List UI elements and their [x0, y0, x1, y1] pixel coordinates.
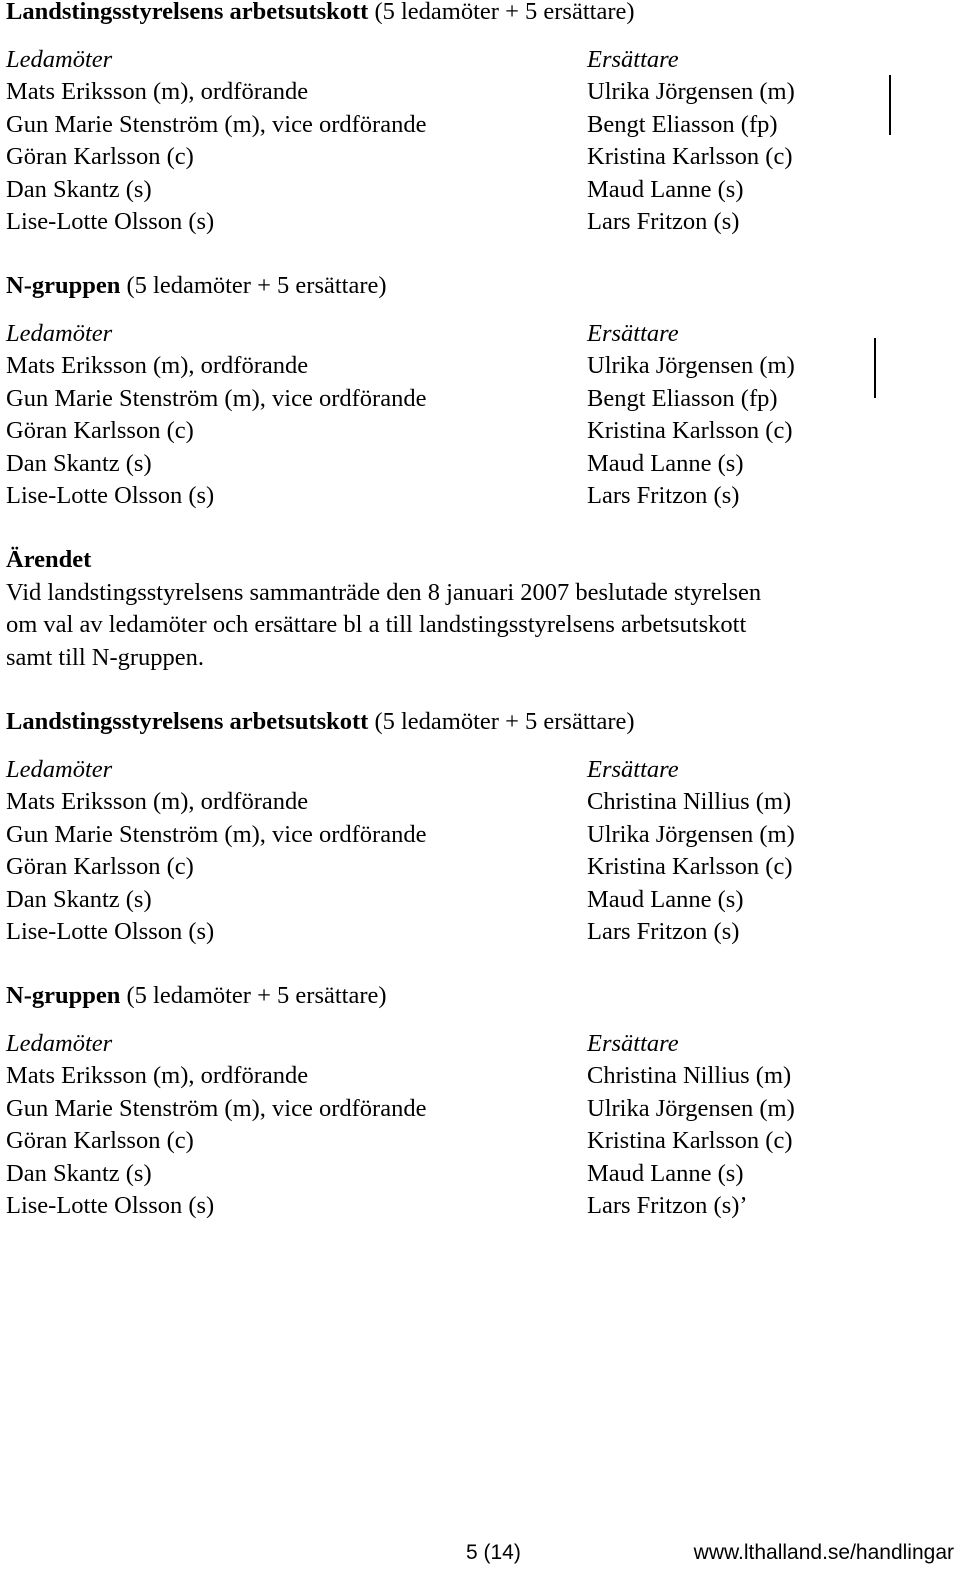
- members-header: Ledamöter: [6, 1029, 113, 1057]
- substitute-item: Kristina Karlsson (c): [587, 1127, 793, 1154]
- members-header: Ledamöter: [6, 755, 113, 783]
- arendet-section: [6, 544, 960, 674]
- paragraph-line: Vid landstingsstyrelsens sammanträde den 8 januari 2007 beslutade styrelsen: [6, 578, 762, 606]
- member-item: Mats Eriksson (m), ordförande: [6, 788, 309, 815]
- arendet-text: [6, 577, 960, 675]
- member-item: Lise-Lotte Olsson (s): [6, 208, 215, 235]
- member-item: Dan Skantz (s): [6, 449, 152, 477]
- member-item: Lise-Lotte Olsson (s): [6, 482, 215, 509]
- substitute-item: Ulrika Jörgensen (m): [587, 820, 795, 848]
- members-column: [6, 44, 426, 239]
- substitutes-column: [587, 318, 795, 513]
- section-title: [6, 0, 960, 29]
- member-item: Gun Marie Stenström (m), vice ordförande: [6, 1094, 427, 1122]
- member-item: Lise-Lotte Olsson (s): [6, 1192, 215, 1219]
- section-title-rest: (5 ledamöter + 5 ersättare): [120, 272, 387, 299]
- substitutes-header: Ersättare: [587, 45, 679, 73]
- members-column: [6, 1028, 426, 1223]
- member-item: Göran Karlsson (c): [6, 1127, 194, 1154]
- substitutes-column: [587, 754, 795, 949]
- member-item: Gun Marie Stenström (m), vice ordförande: [6, 110, 427, 138]
- paragraph-line: om val av ledamöter och ersättare bl a till landstingsstyrelsens arbetsutskott: [6, 611, 747, 638]
- substitute-item: Maud Lanne (s): [587, 175, 744, 203]
- members-column: [6, 754, 426, 949]
- substitute-item: Ulrika Jörgensen (m): [587, 1094, 795, 1122]
- paragraph-line: samt till N-gruppen.: [6, 643, 205, 671]
- members-column: [6, 318, 426, 513]
- substitutes-header: Ersättare: [587, 755, 679, 783]
- section-3: [6, 980, 960, 1219]
- arendet-heading: Ärendet: [6, 546, 92, 573]
- substitutes-header: Ersättare: [587, 319, 679, 347]
- substitutes-column: [587, 44, 795, 239]
- section-title-rest: (5 ledamöter + 5 ersättare): [120, 982, 387, 1009]
- substitute-item: Bengt Eliasson (fp): [587, 384, 778, 412]
- section-title-bold: N-gruppen: [6, 272, 121, 299]
- member-item: Lise-Lotte Olsson (s): [6, 918, 215, 945]
- members-header: Ledamöter: [6, 319, 113, 347]
- substitute-item: Kristina Karlsson (c): [587, 417, 793, 444]
- substitute-item: Lars Fritzon (s)’: [587, 1192, 748, 1219]
- section-title-rest: (5 ledamöter + 5 ersättare): [368, 0, 635, 25]
- substitute-item: Maud Lanne (s): [587, 1159, 744, 1187]
- footer-url[interactable]: www.lthalland.se/handlingar: [693, 1541, 954, 1564]
- change-bar: [874, 338, 876, 398]
- section-title-rest: (5 ledamöter + 5 ersättare): [368, 708, 635, 735]
- substitute-item: Bengt Eliasson (fp): [587, 110, 778, 138]
- substitute-item: Kristina Karlsson (c): [587, 853, 793, 880]
- member-item: Mats Eriksson (m), ordförande: [6, 78, 309, 105]
- change-bar: [889, 75, 891, 135]
- substitute-item: Lars Fritzon (s): [587, 918, 740, 945]
- substitutes-column: [587, 1028, 795, 1223]
- member-item: Dan Skantz (s): [6, 175, 152, 203]
- substitute-item: Lars Fritzon (s): [587, 482, 740, 509]
- member-item: Dan Skantz (s): [6, 1159, 152, 1187]
- member-item: Gun Marie Stenström (m), vice ordförande: [6, 820, 427, 848]
- substitute-item: Ulrika Jörgensen (m): [587, 78, 795, 105]
- member-item: Göran Karlsson (c): [6, 417, 194, 444]
- section-title: [6, 980, 960, 1013]
- substitute-item: Maud Lanne (s): [587, 885, 744, 913]
- section-title-bold: N-gruppen: [6, 982, 121, 1009]
- substitute-item: Lars Fritzon (s): [587, 208, 740, 235]
- substitute-item: Christina Nillius (m): [587, 788, 792, 815]
- section-0: [6, 0, 960, 235]
- member-item: Göran Karlsson (c): [6, 143, 194, 170]
- substitutes-header: Ersättare: [587, 1029, 679, 1057]
- member-item: Mats Eriksson (m), ordförande: [6, 1062, 309, 1089]
- substitute-item: Kristina Karlsson (c): [587, 143, 793, 170]
- page-number: 5 (14): [466, 1541, 521, 1564]
- section-title: [6, 706, 960, 739]
- member-item: Göran Karlsson (c): [6, 853, 194, 880]
- substitute-item: Ulrika Jörgensen (m): [587, 352, 795, 379]
- section-title-bold: Landstingsstyrelsens arbetsutskott: [6, 0, 369, 25]
- member-item: Gun Marie Stenström (m), vice ordförande: [6, 384, 427, 412]
- substitute-item: Maud Lanne (s): [587, 449, 744, 477]
- section-title: [6, 270, 960, 303]
- section-1: [6, 270, 960, 509]
- members-header: Ledamöter: [6, 45, 113, 73]
- member-item: Dan Skantz (s): [6, 885, 152, 913]
- member-item: Mats Eriksson (m), ordförande: [6, 352, 309, 379]
- section-2: [6, 706, 960, 945]
- substitute-item: Christina Nillius (m): [587, 1062, 792, 1089]
- section-title-bold: Landstingsstyrelsens arbetsutskott: [6, 708, 369, 735]
